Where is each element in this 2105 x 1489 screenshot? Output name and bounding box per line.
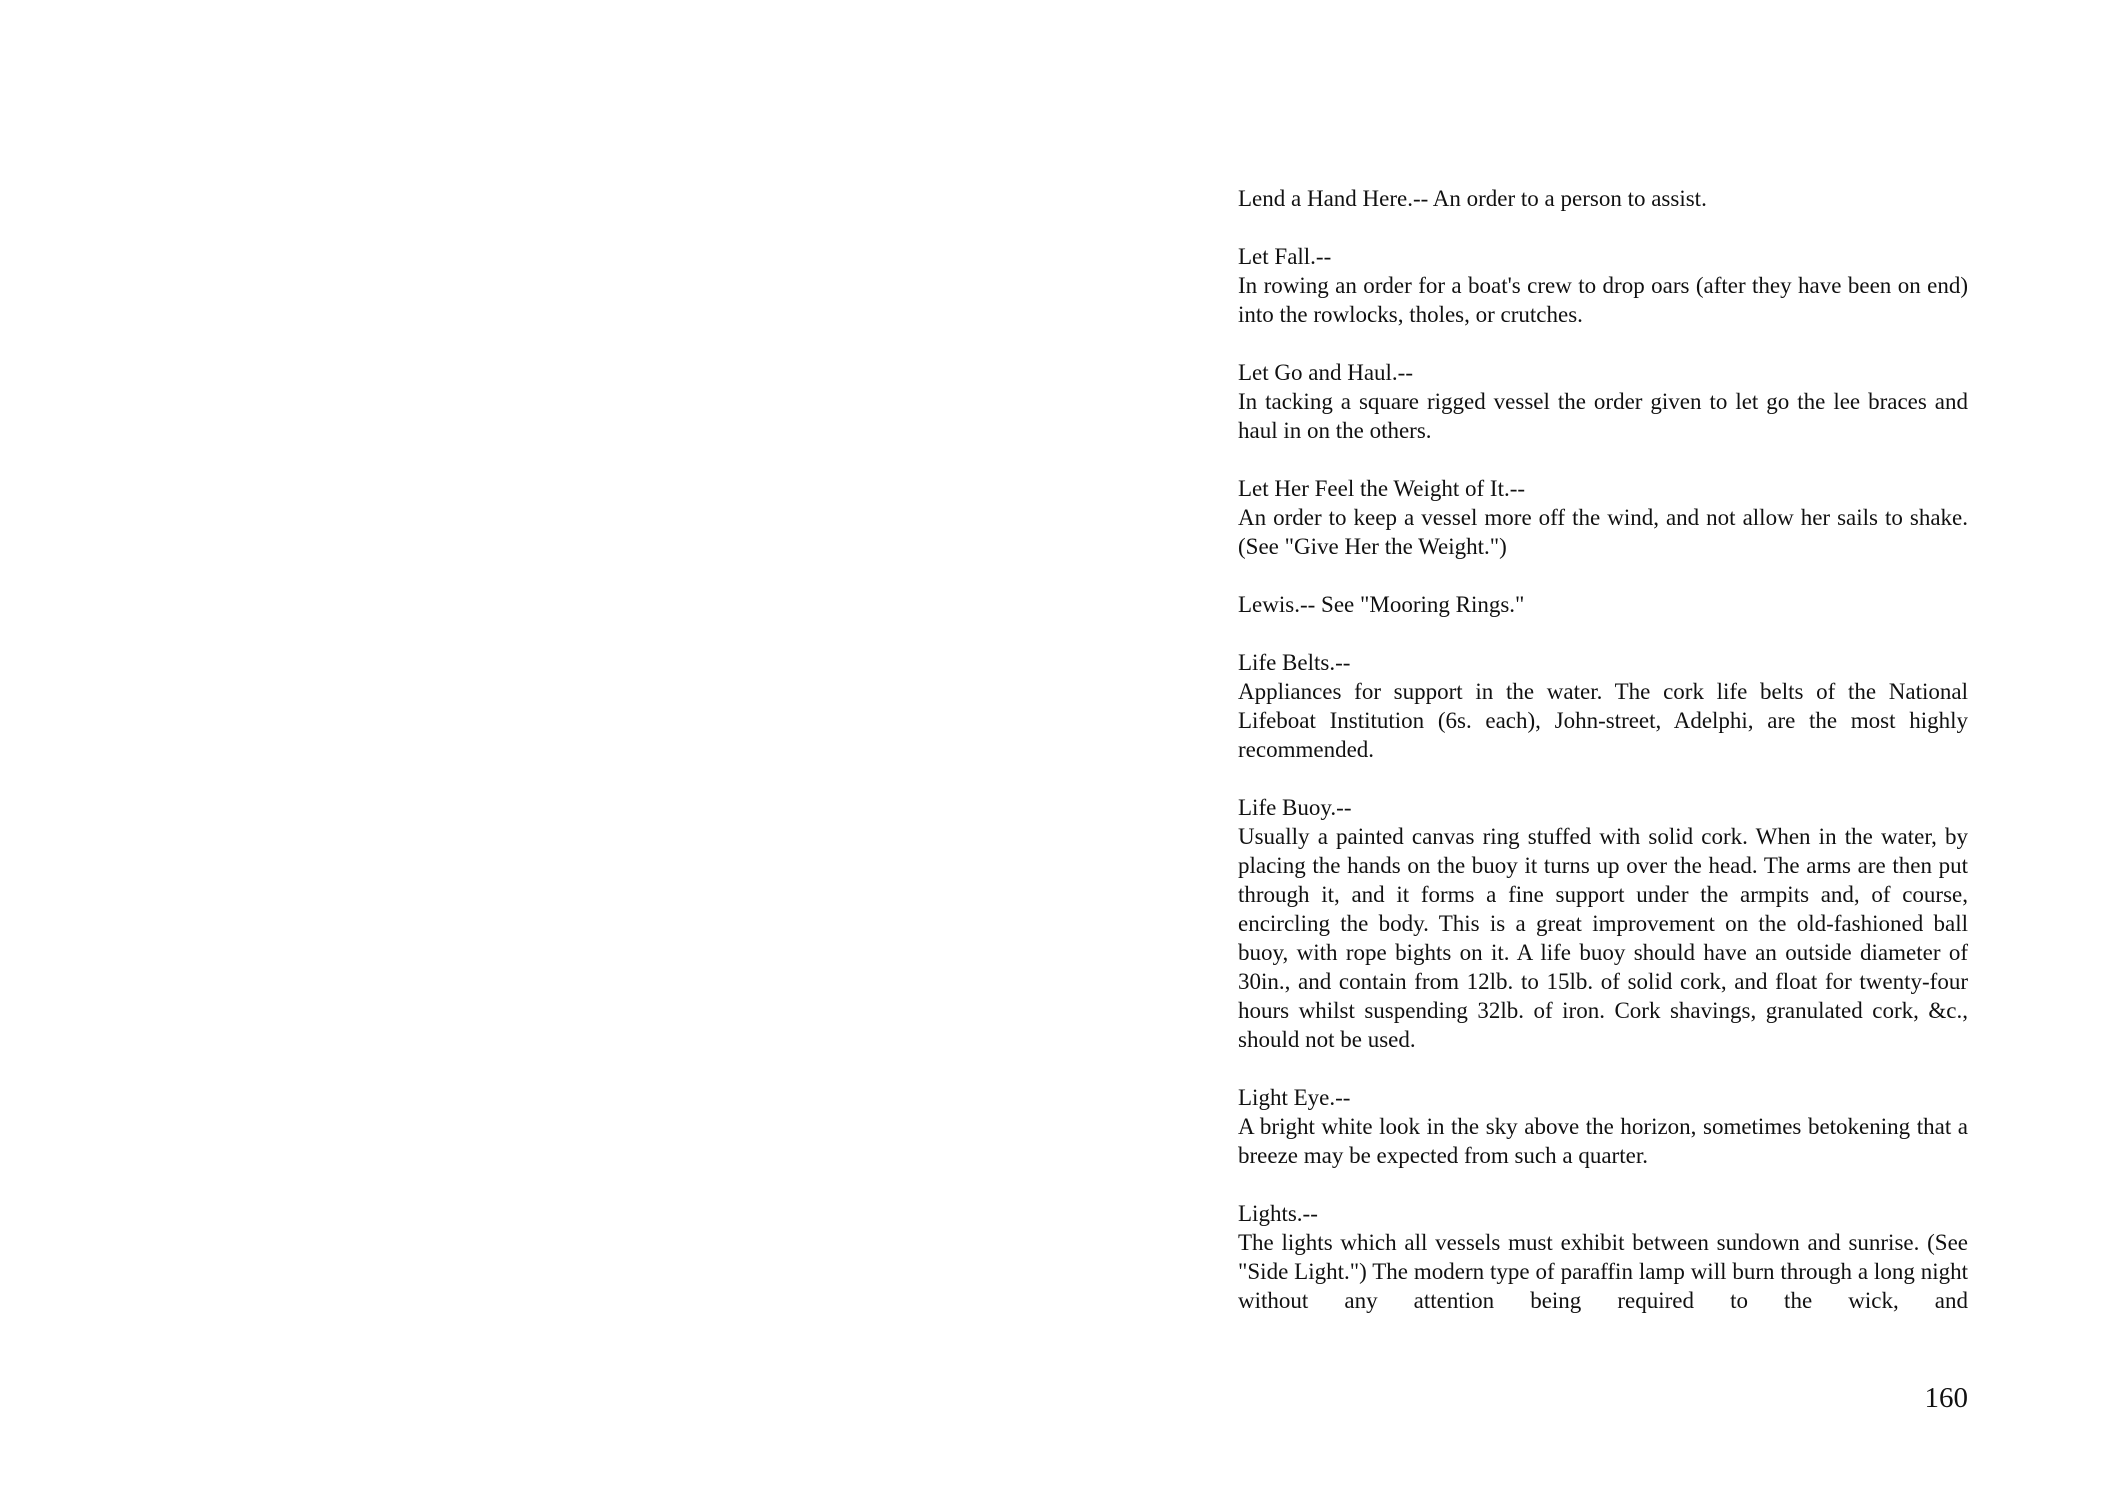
entry-definition: In rowing an order for a boat's crew to drop oars (after they have been on end) into the rowlocks, tholes, or crutches. — [1238, 273, 1968, 327]
entry-lend-a-hand-here — [1238, 184, 1968, 213]
entry-definition: Appliances for support in the water. The cork life belts of the National Lifeboat Institution (6s. each), John-street, Adelphi, are the most highly recommended. — [1238, 679, 1968, 762]
entry-term: Lights.-- — [1238, 1201, 1318, 1226]
entry-definition: A bright white look in the sky above the horizon, sometimes betokening that a breeze may be expected from such a quarter. — [1238, 1114, 1968, 1168]
entry-lewis — [1238, 590, 1968, 619]
entry-life-buoy — [1238, 793, 1968, 1054]
entry-term: Life Buoy.-- — [1238, 795, 1352, 820]
entry-let-go-and-haul — [1238, 358, 1968, 445]
entry-lights — [1238, 1199, 1968, 1315]
entry-definition: In tacking a square rigged vessel the order given to let go the lee braces and haul in on the others. — [1238, 389, 1968, 443]
entry-let-fall — [1238, 242, 1968, 329]
dictionary-text-column — [1238, 184, 1968, 1344]
entry-let-her-feel-the-weight — [1238, 474, 1968, 561]
entry-definition: The lights which all vessels must exhibit between sundown and sunrise. (See "Side Light.") The modern type of paraffin lamp will burn through a long night without any attention being required to the wick, and — [1238, 1230, 1968, 1313]
entry-light-eye — [1238, 1083, 1968, 1170]
entry-definition: An order to a person to assist. — [1428, 186, 1707, 211]
entry-term: Lewis.-- — [1238, 592, 1316, 617]
entry-definition: Usually a painted canvas ring stuffed with solid cork. When in the water, by placing the hands on the buoy it turns up over the head. The arms are then put through it, and it forms a fine support under the armpits and, of course, encircling the body. This is a great improvement on the old-fashioned ball buoy, with rope bights on it. A life buoy should have an outside diameter of 30in., and contain from 12lb. to 15lb. of solid cork, and float for twenty-four hours whilst suspending 32lb. of iron. Cork shavings, granulated cork, &c., should not be used. — [1238, 824, 1968, 1052]
entry-term: Let Fall.-- — [1238, 244, 1332, 269]
entry-term: Life Belts.-- — [1238, 650, 1351, 675]
entry-term: Light Eye.-- — [1238, 1085, 1351, 1110]
entry-term: Let Her Feel the Weight of It.-- — [1238, 476, 1526, 501]
entry-term: Let Go and Haul.-- — [1238, 360, 1413, 385]
page-number: 160 — [1924, 1382, 1968, 1414]
entry-definition: See "Mooring Rings." — [1315, 592, 1525, 617]
entry-term: Lend a Hand Here.-- — [1238, 186, 1429, 211]
entry-definition: An order to keep a vessel more off the wind, and not allow her sails to shake. (See "Give Her the Weight.") — [1238, 505, 1968, 559]
entry-life-belts — [1238, 648, 1968, 764]
